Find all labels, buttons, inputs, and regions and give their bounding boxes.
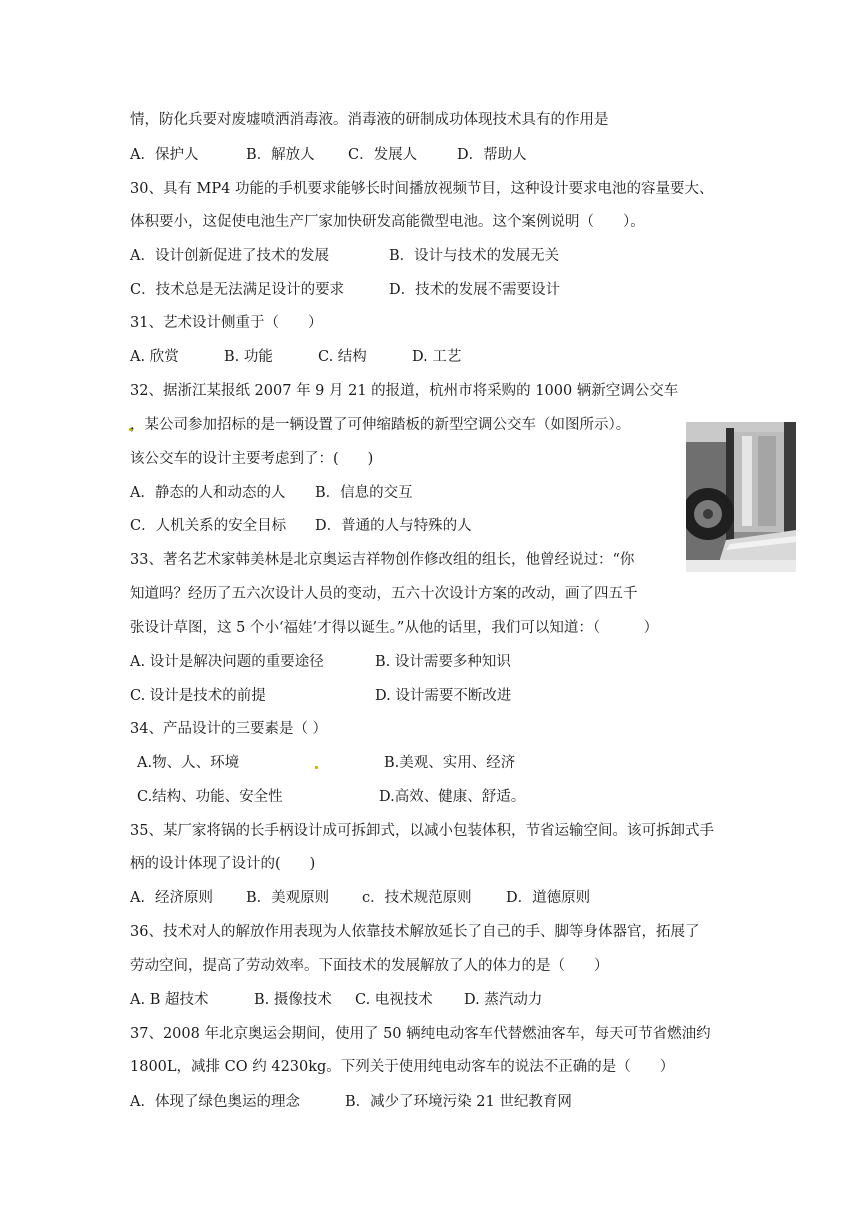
q35-stem-line2: 柄的设计体现了设计的( )	[130, 856, 316, 872]
q33-option-c: C. 设计是技术的前提	[130, 688, 266, 704]
q35-option-b: B．美观原则	[246, 890, 330, 906]
q32-option-c: C．人机关系的安全目标	[130, 518, 287, 534]
q30-stem-line2: 体积要小，这促使电池生产厂家加快研发高能微型电池。这个案例说明（ ）。	[130, 214, 645, 230]
q33-option-b: B. 设计需要多种知识	[375, 654, 511, 670]
q31-option-b: B. 功能	[224, 349, 273, 365]
q29-option-b: B．解放人	[246, 147, 315, 163]
q36-stem-line1: 36、技术对人的解放作用表现为人依靠技术解放延长了自己的手、脚等身体器官，拓展了	[130, 924, 700, 940]
q35-option-c: c．技术规范原则	[362, 890, 472, 906]
q29-option-d: D．帮助人	[457, 147, 527, 163]
q33-option-d: D. 设计需要不断改进	[375, 688, 512, 704]
q30-option-c: C．技术总是无法满足设计的要求	[130, 282, 345, 298]
q34-stem: 34、产品设计的三要素是（ ）	[130, 721, 328, 737]
q32-stem-line1: 32、据浙江某报纸 2007 年 9 月 21 的报道，杭州市将采购的 1000 辆新空调公交车	[130, 383, 679, 399]
q34-option-a: A.物、人、环境	[137, 755, 240, 771]
q32-stem-line3: 该公交车的设计主要考虑到了：( )	[130, 451, 374, 467]
q35-stem-line1: 35、某厂家将锅的长手柄设计成可拆卸式，以减小包装体积，节省运输空间。该可拆卸式手	[130, 823, 714, 839]
q34-option-d: D.高效、健康、舒适。	[379, 789, 526, 805]
q30-option-a: A．设计创新促进了技术的发展	[130, 248, 329, 264]
q33-stem-line1: 33、著名艺术家韩美林是北京奥运吉祥物创作修改组的组长，他曾经说过：“你	[130, 552, 635, 568]
q29-option-a: A．保护人	[130, 147, 199, 163]
q29-stem-tail: 情，防化兵要对废墟喷洒消毒液。消毒液的研制成功体现技术具有的作用是	[130, 112, 609, 128]
q32-option-b: B．信息的交互	[315, 485, 413, 501]
q29-option-c: C．发展人	[348, 147, 418, 163]
q31-option-d: D. 工艺	[412, 349, 462, 365]
q35-option-a: A．经济原则	[130, 890, 213, 906]
q31-option-a: A. 欣赏	[130, 349, 179, 365]
q36-stem-line2: 劳动空间，提高了劳动效率。下面技术的发展解放了人的体力的是（ ）	[130, 958, 609, 974]
stray-mark	[315, 766, 318, 769]
q36-option-a: A. B 超技术	[130, 992, 209, 1008]
q36-option-d: D. 蒸汽动力	[464, 992, 543, 1008]
q32-option-a: A．静态的人和动态的人	[130, 485, 286, 501]
q31-option-c: C. 结构	[318, 349, 367, 365]
bus-ramp-photo	[686, 422, 796, 572]
q37-option-b: B．减少了环境污染 21 世纪教育网	[345, 1094, 572, 1110]
q36-option-c: C. 电视技术	[355, 992, 433, 1008]
q31-stem: 31、艺术设计侧重于（ ）	[130, 315, 323, 331]
q30-option-d: D．技术的发展不需要设计	[389, 282, 561, 298]
q32-option-d: D．普通的人与特殊的人	[315, 518, 472, 534]
q37-stem-line1: 37、2008 年北京奥运会期间，使用了 50 辆纯电动客车代替燃油客车，每天可节省燃油约	[130, 1026, 711, 1042]
q30-option-b: B．设计与技术的发展无关	[389, 248, 560, 264]
q34-option-b: B.美观、实用、经济	[384, 755, 516, 771]
q34-option-c: C.结构、功能、安全性	[137, 789, 283, 805]
q33-option-a: A. 设计是解决问题的重要途径	[130, 654, 324, 670]
q32-stem-line2: ，某公司参加招标的是一辆设置了可伸缩踏板的新型空调公交车（如图所示）。	[130, 417, 631, 433]
q33-stem-line2: 知道吗？经历了五六次设计人员的变动，五六十次设计方案的改动，画了四五千	[130, 586, 638, 602]
q30-stem-line1: 30、具有 MP4 功能的手机要求能够长时间播放视频节目，这种设计要求电池的容量要大、	[130, 181, 714, 197]
q36-option-b: B. 摄像技术	[254, 992, 332, 1008]
q33-stem-line3: 张设计草图，这 5 个小‘福娃’才得以诞生。”从他的话里，我们可以知道：（ ）	[130, 620, 659, 636]
q35-option-d: D．道德原则	[506, 890, 591, 906]
q37-stem-line2: 1800L，减排 CO 约 4230kg。下列关于使用纯电动客车的说法不正确的是（ ）	[130, 1059, 675, 1075]
q37-option-a: A．体现了绿色奥运的理念	[130, 1094, 300, 1110]
